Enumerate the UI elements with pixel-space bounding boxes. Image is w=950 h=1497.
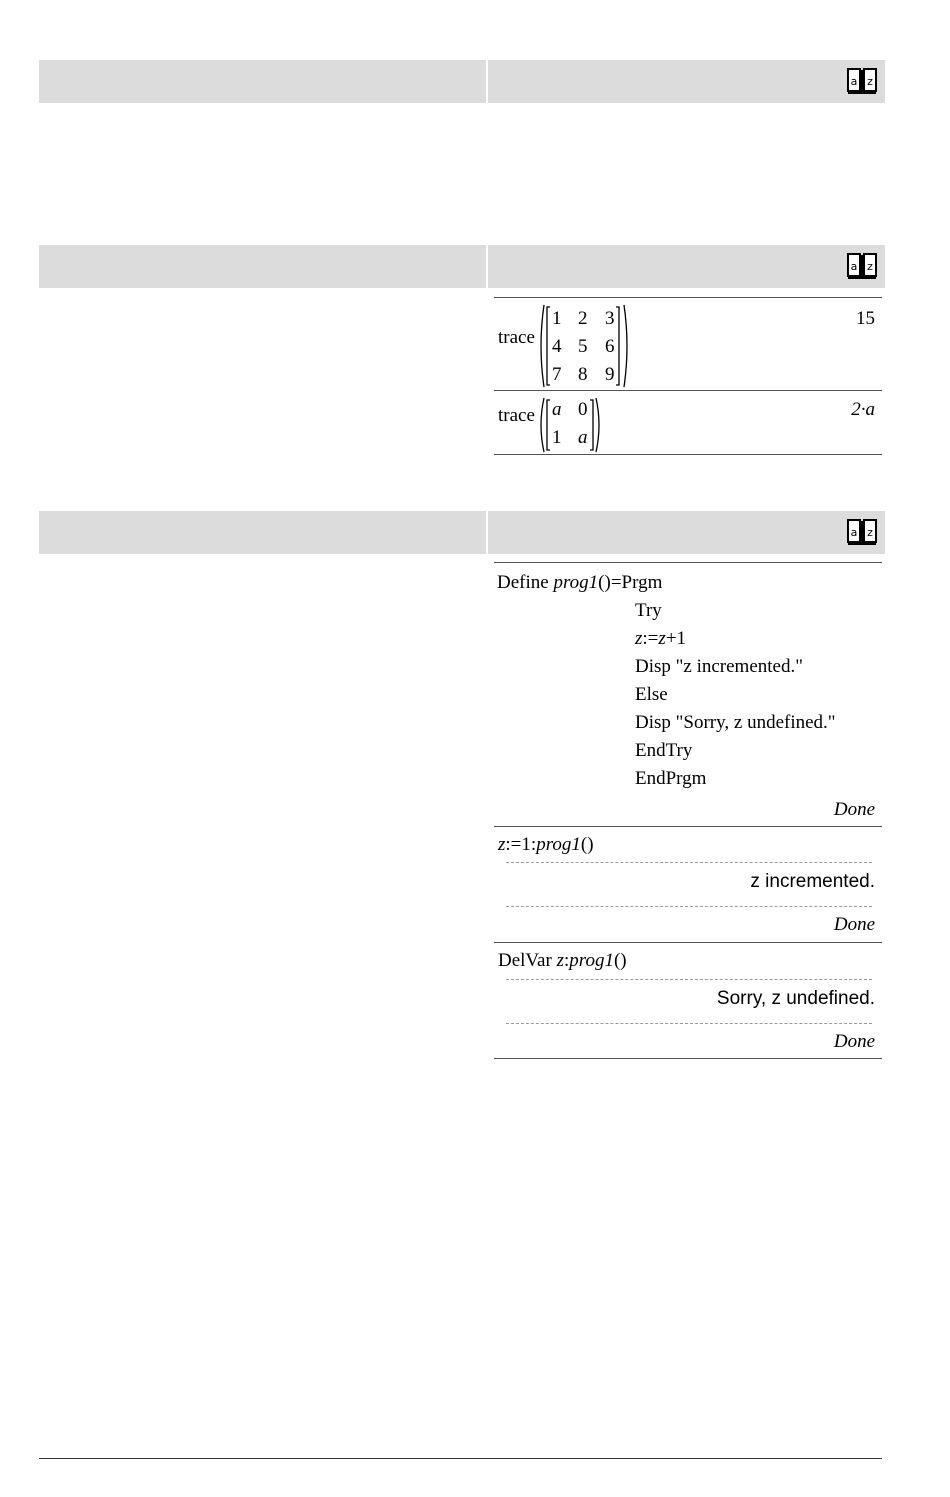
code-line-try: Try bbox=[635, 600, 662, 621]
output-undefined: Sorry, z undefined. bbox=[716, 988, 875, 1009]
header-divider bbox=[486, 511, 488, 554]
matrix-cell: 2 bbox=[578, 308, 588, 329]
program-name: prog1 bbox=[536, 834, 581, 855]
matrix-brackets-2x2 bbox=[538, 396, 602, 454]
code-line-disp-2: Disp "Sorry, z undefined." bbox=[635, 712, 836, 733]
matrix-cell: 5 bbox=[578, 336, 588, 357]
matrix-cell: 1 bbox=[552, 427, 562, 448]
trace-result-1: 15 bbox=[856, 308, 875, 329]
code-line-increment: z:=z+1 bbox=[635, 628, 687, 649]
matrix-cell: 1 bbox=[552, 308, 562, 329]
matrix-cell: 9 bbox=[605, 364, 615, 385]
paren: () bbox=[598, 572, 611, 593]
prgm-keyword: =Prgm bbox=[610, 572, 663, 593]
done-result-3: Done bbox=[833, 1031, 875, 1052]
svg-text:a: a bbox=[850, 75, 858, 88]
program-name: prog1 bbox=[553, 572, 599, 593]
svg-text:z: z bbox=[867, 260, 873, 273]
dashed-separator bbox=[506, 979, 872, 980]
matrix-cell: 4 bbox=[552, 336, 562, 357]
command-line-1: z:=1:prog1() bbox=[498, 834, 594, 855]
matrix-cell: a bbox=[552, 399, 562, 420]
matrix-cell: 3 bbox=[605, 308, 615, 329]
trace-example-panel bbox=[494, 297, 882, 457]
matrix-cell: 0 bbox=[578, 399, 588, 420]
rule-bottom bbox=[494, 1058, 882, 1059]
rule-bottom bbox=[494, 454, 882, 455]
trace-result-2: 2·a bbox=[851, 399, 875, 420]
matrix-cell: 8 bbox=[578, 364, 588, 385]
paren: () bbox=[613, 950, 627, 971]
define-line bbox=[497, 571, 662, 595]
svg-text:a: a bbox=[850, 260, 858, 273]
done-result-2: Done bbox=[833, 914, 875, 935]
code-line-endtry: EndTry bbox=[635, 740, 693, 761]
header-divider bbox=[486, 245, 488, 288]
rule-mid-1 bbox=[494, 826, 882, 827]
matrix-cell: 6 bbox=[605, 336, 615, 357]
dashed-separator bbox=[506, 906, 872, 907]
catalog-book-icon bbox=[847, 67, 877, 95]
matrix-cell: a bbox=[578, 427, 588, 448]
output-incremented: z incremented. bbox=[750, 871, 875, 892]
try-example-panel bbox=[494, 562, 882, 1062]
define-keyword: Define bbox=[497, 572, 549, 593]
paren: () bbox=[580, 834, 594, 855]
rule-mid-2 bbox=[494, 942, 882, 943]
code-line-else: Else bbox=[635, 684, 668, 705]
catalog-book-icon bbox=[847, 518, 877, 546]
catalog-book-icon bbox=[847, 252, 877, 280]
trace-func-2: trace bbox=[498, 405, 535, 426]
done-result-1: Done bbox=[833, 799, 875, 820]
rule-mid bbox=[494, 390, 882, 391]
footer-rule bbox=[39, 1458, 882, 1459]
code-line-disp-1: Disp "z incremented." bbox=[635, 656, 803, 677]
svg-text:z: z bbox=[867, 75, 873, 88]
command-line-2: DelVar z:prog1() bbox=[498, 950, 627, 971]
section-header-3 bbox=[39, 511, 885, 554]
header-divider bbox=[486, 60, 488, 103]
matrix-cell: 7 bbox=[552, 364, 562, 385]
rule-top bbox=[494, 562, 882, 563]
section-header-2 bbox=[39, 245, 885, 288]
section-header-1 bbox=[39, 60, 885, 103]
svg-text:a: a bbox=[850, 526, 858, 539]
trace-func-1: trace bbox=[498, 327, 535, 348]
code-line-endprgm: EndPrgm bbox=[635, 768, 707, 789]
program-name: prog1 bbox=[569, 950, 614, 971]
svg-text:z: z bbox=[867, 526, 873, 539]
rule-top bbox=[494, 297, 882, 298]
dashed-separator bbox=[506, 1023, 872, 1024]
dashed-separator bbox=[506, 862, 872, 863]
